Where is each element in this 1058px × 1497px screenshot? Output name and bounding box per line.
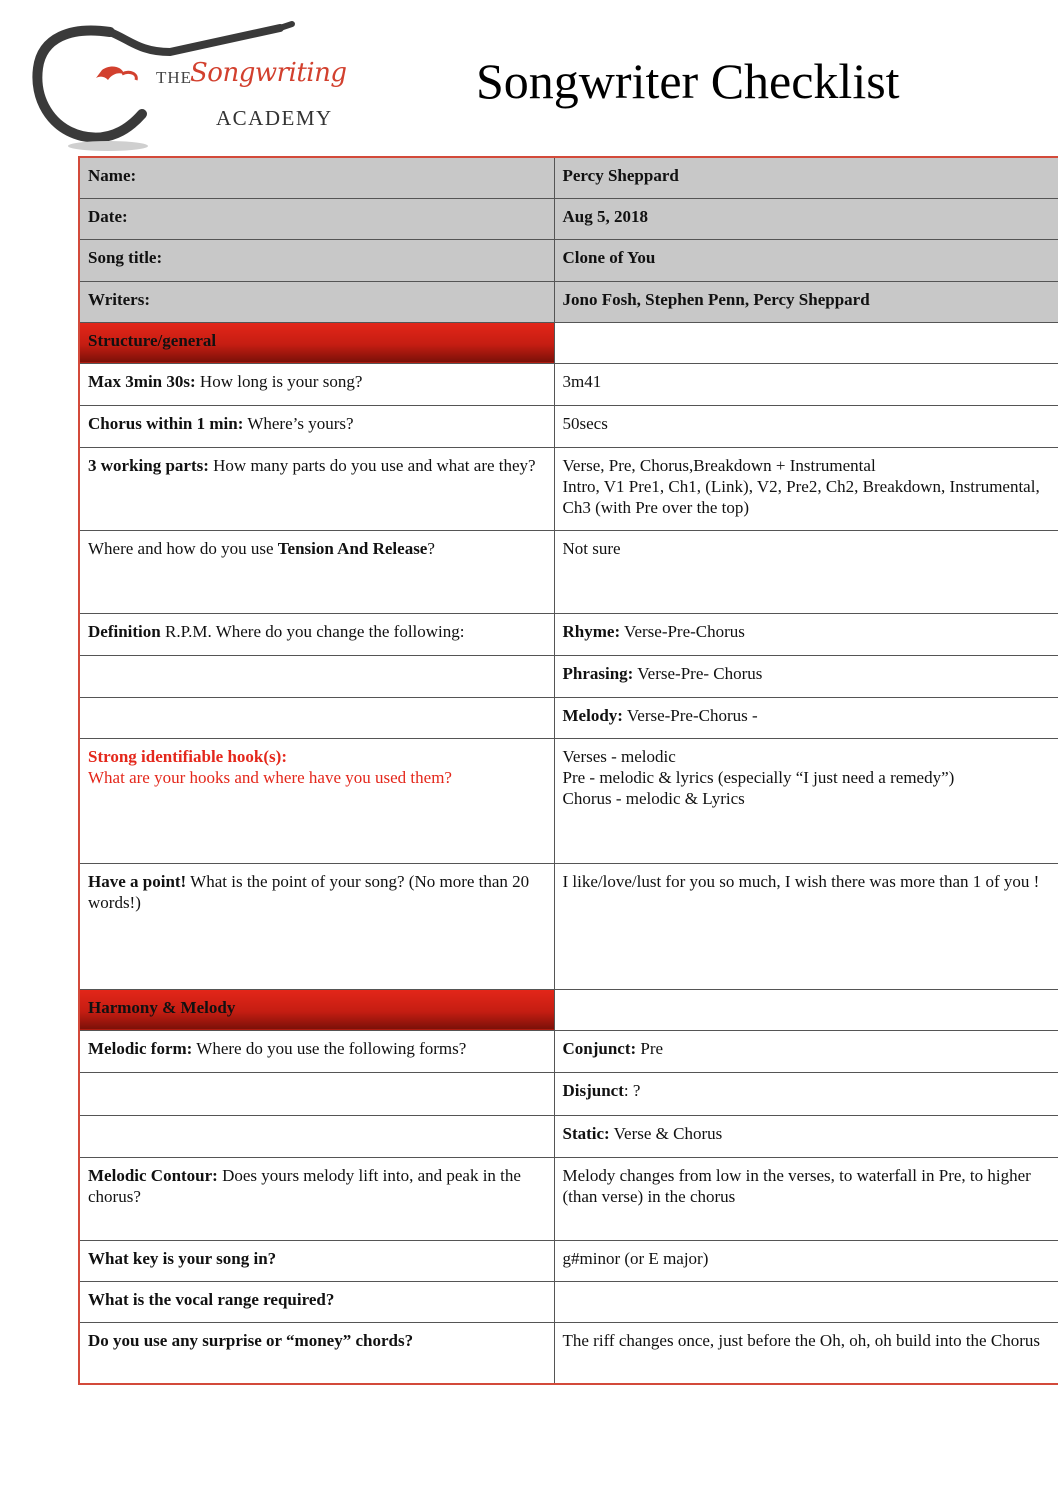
money-question [79,1322,554,1384]
range-question [79,1281,554,1322]
point-bold: Have a point! [88,871,187,891]
working-parts-answer-line2: Intro, V1 Pre1, Ch1, (Link), V2, Pre2, Ch2, Breakdown, Instrumental, Ch3 (with Pre over the top) [562,476,1040,517]
page-title: Songwriter Checklist [476,53,900,109]
harmony-section-header: Harmony & Melody [79,989,554,1030]
date-value: Aug 5, 2018 [554,198,1058,239]
hook-answer-line1: Verses - melodic [562,746,676,766]
tension-question [79,530,554,613]
checklist-table [78,156,1058,1385]
disjunct-blank [79,1072,554,1115]
melody-value: Verse-Pre-Chorus - [622,705,758,725]
melody-answer [554,697,1058,738]
working-parts-question [79,447,554,530]
static-answer [554,1115,1058,1157]
hook-question [79,738,554,863]
static-blank [79,1115,554,1157]
chorus-within-text: Where’s yours? [243,413,354,433]
name-label: Name: [79,157,554,198]
writers-value: Jono Fosh, Stephen Penn, Percy Sheppard [554,281,1058,322]
writers-label: Writers: [79,281,554,322]
academy-logo [30,18,350,158]
working-parts-answer [554,447,1058,530]
date-row [79,198,1058,239]
key-bold: What key is your song in? [88,1248,277,1268]
definition-row [79,613,1058,655]
structure-section-row [79,322,1058,363]
writers-row [79,281,1058,322]
point-question [79,863,554,989]
date-label: Date: [79,198,554,239]
hook-bold: Strong identifiable hook(s): [88,746,287,766]
tension-suffix: ? [427,538,435,558]
melody-label: Melody: [562,705,623,725]
chorus-within-question [79,405,554,447]
static-value: Verse & Chorus [609,1123,723,1143]
song-title-label: Song title: [79,239,554,281]
definition-text: R.P.M. Where do you change the following: [160,621,465,641]
chorus-within-row [79,405,1058,447]
definition-question [79,613,554,655]
chorus-within-answer: 50secs [554,405,1058,447]
working-parts-row [79,447,1058,530]
tension-answer: Not sure [554,530,1058,613]
disjunct-row [79,1072,1058,1115]
rhyme-value: Verse-Pre-Chorus [620,621,745,641]
rhyme-answer [554,613,1058,655]
song-title-row [79,239,1058,281]
phrasing-answer [554,655,1058,697]
conjunct-label: Conjunct: [562,1038,637,1058]
key-question [79,1240,554,1281]
disjunct-answer [554,1072,1058,1115]
hook-answer-line3: Chorus - melodic & Lyrics [562,788,745,808]
tension-row [79,530,1058,613]
key-row [79,1240,1058,1281]
max-length-answer: 3m41 [554,363,1058,405]
name-row [79,157,1058,198]
logo-the-text: THE [156,68,193,87]
definition-bold: Definition [88,621,161,641]
melodic-form-text: Where do you use the following forms? [192,1038,467,1058]
structure-section-header: Structure/general [79,322,554,363]
conjunct-value: Pre [636,1038,664,1058]
hook-answer [554,738,1058,863]
disjunct-label: Disjunct [562,1080,624,1100]
contour-question [79,1157,554,1240]
disjunct-value: : ? [623,1080,641,1100]
money-row [79,1322,1058,1384]
rhyme-label: Rhyme: [562,621,621,641]
max-length-question [79,363,554,405]
working-parts-bold: 3 working parts: [88,455,209,475]
structure-section-blank [554,322,1058,363]
guitar-outline-icon [30,18,350,158]
name-value: Percy Sheppard [554,157,1058,198]
hook-row [79,738,1058,863]
melody-blank [79,697,554,738]
max-length-row [79,363,1058,405]
logo-script-text: Songwriting [190,58,347,88]
range-answer [554,1281,1058,1322]
hook-answer-line2: Pre - melodic & lyrics (especially “I just need a remedy”) [562,767,955,787]
song-title-value: Clone of You [554,239,1058,281]
tension-prefix: Where and how do you use [88,538,278,558]
hook-text: What are your hooks and where have you used them? [88,767,452,787]
chorus-within-bold: Chorus within 1 min: [88,413,244,433]
contour-answer: Melody changes from low in the verses, to waterfall in Pre, to higher (than verse) in the chorus [554,1157,1058,1240]
money-bold: Do you use any surprise or “money” chords? [88,1330,414,1350]
harmony-section-blank [554,989,1058,1030]
conjunct-answer [554,1030,1058,1072]
logo-academy-text: ACADEMY [216,106,333,130]
working-parts-text: How many parts do you use and what are they? [208,455,536,475]
money-answer: The riff changes once, just before the Oh, oh, oh build into the Chorus [554,1322,1058,1384]
phrasing-row [79,655,1058,697]
max-length-text: How long is your song? [195,371,363,391]
working-parts-answer-line1: Verse, Pre, Chorus,Breakdown + Instrumental [562,455,876,475]
harmony-section-row [79,989,1058,1030]
melodic-form-question [79,1030,554,1072]
melodic-form-row [79,1030,1058,1072]
phrasing-blank [79,655,554,697]
tension-bold: Tension And Release [277,538,428,558]
contour-row [79,1157,1058,1240]
static-row [79,1115,1058,1157]
point-answer: I like/love/lust for you so much, I wish there was more than 1 of you ! [554,863,1058,989]
point-row [79,863,1058,989]
key-answer: g#minor (or E major) [554,1240,1058,1281]
range-row [79,1281,1058,1322]
phrasing-value: Verse-Pre- Chorus [633,663,763,683]
point-text: What is the point of your song? (No more than 20 words!) [88,871,530,912]
contour-text: Does yours melody lift into, and peak in the chorus? [88,1165,521,1206]
melodic-form-bold: Melodic form: [88,1038,193,1058]
melody-row [79,697,1058,738]
static-label: Static: [562,1123,610,1143]
contour-bold: Melodic Contour: [88,1165,218,1185]
phrasing-label: Phrasing: [562,663,634,683]
range-bold: What is the vocal range required? [88,1289,335,1309]
max-length-bold: Max 3min 30s: [88,371,196,391]
